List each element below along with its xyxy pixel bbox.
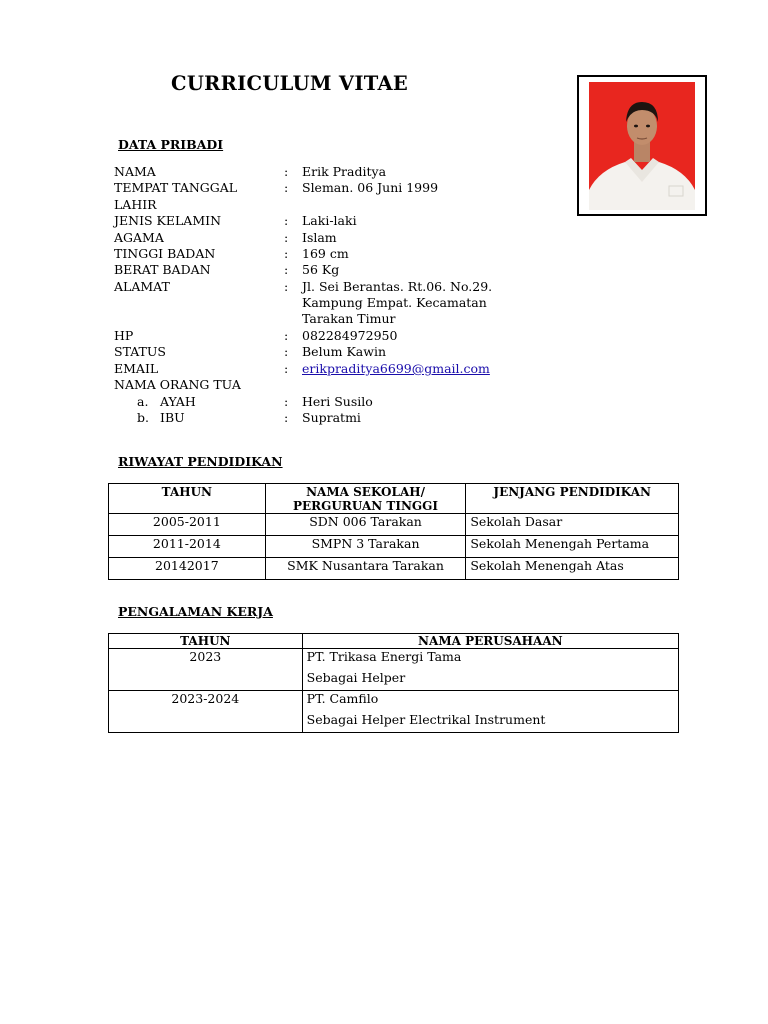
colon: : xyxy=(284,361,289,376)
value-ibu: Supratmi xyxy=(302,410,361,425)
cell-school: SMPN 3 Tarakan xyxy=(265,536,466,558)
cell-year: 2005-2011 xyxy=(109,514,266,536)
value-ttl: Sleman. 06 Juni 1999 xyxy=(302,180,439,195)
email-link[interactable]: erikpraditya6699@gmail.com xyxy=(302,361,490,376)
label-email: EMAIL xyxy=(114,361,159,376)
label-ttl: TEMPAT TANGGAL xyxy=(114,180,238,195)
table-row xyxy=(109,649,679,691)
header-nama-sekolah-line1: NAMA SEKOLAH/ xyxy=(306,485,425,499)
person-photo-illustration xyxy=(589,82,695,210)
colon: : xyxy=(284,213,289,228)
label-agama: AGAMA xyxy=(114,230,164,245)
cell-school: SDN 006 Tarakan xyxy=(265,514,466,536)
company-role: Sebagai Helper xyxy=(306,670,406,685)
value-tinggi-badan: 169 cm xyxy=(302,246,349,261)
colon: : xyxy=(284,180,289,195)
label-hp: HP xyxy=(114,328,134,343)
colon: : xyxy=(284,279,289,294)
education-header-row xyxy=(109,484,679,514)
colon: : xyxy=(284,328,289,343)
label-status: STATUS xyxy=(114,344,166,359)
value-hp: 082284972950 xyxy=(302,328,398,343)
value-status: Belum Kawin xyxy=(302,344,386,359)
cell-year: 2023-2024 xyxy=(109,691,303,733)
table-row xyxy=(109,691,679,733)
label-nama: NAMA xyxy=(114,164,156,179)
value-ayah: Heri Susilo xyxy=(302,394,373,409)
company-name: PT. Trikasa Energi Tama xyxy=(306,649,462,664)
company-role: Sebagai Helper Electrikal Instrument xyxy=(306,712,546,727)
company-name: PT. Camfilo xyxy=(306,691,379,706)
value-alamat-line2: Kampung Empat. Kecamatan xyxy=(302,295,487,310)
cell-company xyxy=(302,691,678,733)
value-berat-badan: 56 Kg xyxy=(302,262,340,277)
header-nama-sekolah-line2: PERGURUAN TINGGI xyxy=(293,499,439,513)
value-alamat-line1: Jl. Sei Berantas. Rt.06. No.29. xyxy=(302,279,493,294)
colon: : xyxy=(284,344,289,359)
colon: : xyxy=(284,262,289,277)
section-title-pengalaman-kerja: PENGALAMAN KERJA xyxy=(118,604,273,619)
work-header-row xyxy=(109,634,679,649)
table-row xyxy=(109,558,679,580)
label-alamat: ALAMAT xyxy=(114,279,170,294)
cell-level: Sekolah Dasar xyxy=(466,514,679,536)
list-marker-b: b. xyxy=(137,410,149,425)
label-berat-badan: BERAT BADAN xyxy=(114,262,211,277)
cell-year: 20142017 xyxy=(109,558,266,580)
value-alamat-line3: Tarakan Timur xyxy=(302,311,396,326)
value-agama: Islam xyxy=(302,230,337,245)
label-ttl-cont: LAHIR xyxy=(114,197,157,212)
education-table xyxy=(108,483,679,580)
work-table xyxy=(108,633,679,733)
header-tahun: TAHUN xyxy=(109,634,303,649)
header-jenjang: JENJANG PENDIDIKAN xyxy=(466,484,679,514)
section-title-riwayat-pendidikan: RIWAYAT PENDIDIKAN xyxy=(118,454,283,469)
colon: : xyxy=(284,246,289,261)
label-ibu: IBU xyxy=(160,410,185,425)
table-row xyxy=(109,536,679,558)
cell-level: Sekolah Menengah Atas xyxy=(466,558,679,580)
header-nama-perusahaan: NAMA PERUSAHAAN xyxy=(302,634,678,649)
colon: : xyxy=(284,164,289,179)
cell-year: 2011-2014 xyxy=(109,536,266,558)
value-nama: Erik Praditya xyxy=(302,164,387,179)
cell-year: 2023 xyxy=(109,649,303,691)
colon: : xyxy=(284,230,289,245)
label-nama-orang-tua: NAMA ORANG TUA xyxy=(114,377,241,392)
label-tinggi-badan: TINGGI BADAN xyxy=(114,246,216,261)
list-marker-a: a. xyxy=(137,394,149,409)
section-title-data-pribadi: DATA PRIBADI xyxy=(118,137,224,152)
colon: : xyxy=(284,394,289,409)
cell-company xyxy=(302,649,678,691)
cell-level: Sekolah Menengah Pertama xyxy=(466,536,679,558)
label-ayah: AYAH xyxy=(160,394,196,409)
colon: : xyxy=(284,410,289,425)
profile-photo-frame xyxy=(577,75,707,216)
header-tahun: TAHUN xyxy=(109,484,266,514)
table-row xyxy=(109,514,679,536)
cell-school: SMK Nusantara Tarakan xyxy=(265,558,466,580)
header-nama-sekolah xyxy=(265,484,466,514)
value-jenis-kelamin: Laki-laki xyxy=(302,213,357,228)
label-jenis-kelamin: JENIS KELAMIN xyxy=(114,213,222,228)
page-title: CURRICULUM VITAE xyxy=(171,72,409,95)
profile-photo xyxy=(589,82,695,210)
